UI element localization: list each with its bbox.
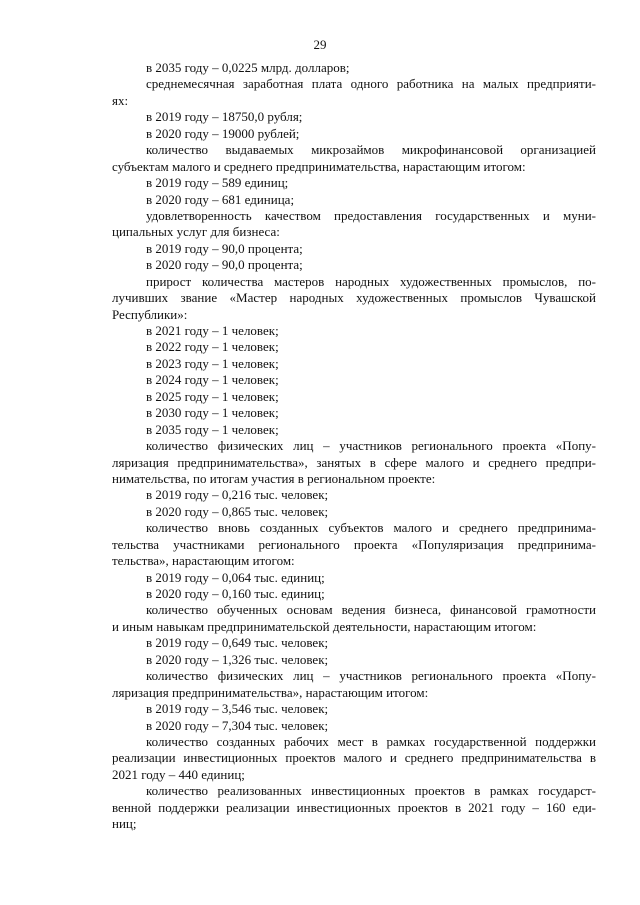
text-line: тельства участниками регионального проекта «Популяризация предпринима- xyxy=(112,536,596,552)
text-line: в 2020 году – 1,326 тыс. человек; xyxy=(146,651,329,667)
text-line: лучивших звание «Мастер народных художественных промыслов Чувашской xyxy=(112,290,596,306)
text-line: количество физических лиц – участников регионального проекта «Попу- xyxy=(146,438,596,454)
text-line: субъектам малого и среднего предпринимательства, нарастающим итогом: xyxy=(112,158,526,174)
text-line: количество созданных рабочих мест в рамках государственной поддержки xyxy=(146,733,596,749)
text-line: в 2020 году – 7,304 тыс. человек; xyxy=(146,717,329,733)
text-line: количество обученных основам ведения бизнеса, финансовой грамотности xyxy=(146,602,596,618)
text-line: в 2020 году – 90,0 процента; xyxy=(146,257,303,273)
text-line: тельства», нарастающим итогом: xyxy=(112,553,295,569)
body-text xyxy=(112,60,596,833)
text-line: в 2024 году – 1 человек; xyxy=(146,372,279,388)
text-line: в 2023 году – 1 человек; xyxy=(146,355,279,371)
text-line: количество выдаваемых микрозаймов микрофинансовой организацией xyxy=(146,142,596,158)
text-line: реализации инвестиционных проектов малого и среднего предпринимательства в xyxy=(112,750,596,766)
text-line: в 2020 году – 0,160 тыс. единиц; xyxy=(146,586,325,601)
text-line: в 2022 году – 1 человек; xyxy=(146,339,279,355)
text-line: удовлетворенность качеством предоставления государственных и муни- xyxy=(146,207,596,223)
text-line: количество физических лиц – участников регионального проекта «Попу- xyxy=(146,668,596,684)
text-line: ляризация предпринимательства», занятых в сфере малого и среднего предпри- xyxy=(112,454,596,470)
text-line: в 2019 году – 0,216 тыс. человек; xyxy=(146,487,329,503)
text-line: 2021 году – 440 единиц; xyxy=(112,766,245,782)
text-line: в 2019 году – 0,064 тыс. единиц; xyxy=(146,569,325,585)
text-line: и иным навыкам предпринимательской деятельности, нарастающим итогом: xyxy=(112,618,537,634)
text-line: в 2020 году – 681 единица; xyxy=(146,191,295,207)
text-line: ниц; xyxy=(112,816,137,832)
text-line: ципальных услуг для бизнеса: xyxy=(112,224,280,240)
text-line: ляризация предпринимательства», нарастающим итогом: xyxy=(112,684,429,700)
text-line: в 2020 году – 19000 рублей; xyxy=(146,125,300,141)
page-number: 29 xyxy=(313,37,327,52)
text-line: количество вновь созданных субъектов малого и среднего предпринима- xyxy=(146,520,596,536)
text-line: нимательства, по итогам участия в региональном проекте: xyxy=(112,470,436,486)
text-line: в 2019 году – 3,546 тыс. человек; xyxy=(146,701,329,717)
text-line: венной поддержки реализации инвестиционных проектов в 2021 году – 160 еди- xyxy=(112,799,596,815)
text-line: в 2019 году – 589 единиц; xyxy=(146,175,289,191)
text-line: Республики»: xyxy=(112,306,188,322)
text-line: ях: xyxy=(112,92,129,108)
text-line: среднемесячная заработная плата одного работника на малых предприяти- xyxy=(146,76,596,92)
text-line: в 2019 году – 90,0 процента; xyxy=(146,240,303,256)
text-line: количество реализованных инвестиционных проектов в рамках государст- xyxy=(146,783,596,799)
text-line: в 2035 году – 1 человек; xyxy=(146,421,279,437)
text-line: в 2019 году – 18750,0 рубля; xyxy=(146,109,303,125)
text-line: в 2030 году – 1 человек; xyxy=(146,405,279,421)
text-line: прирост количества мастеров народных художественных промыслов, по- xyxy=(146,273,596,289)
text-line: в 2025 году – 1 человек; xyxy=(146,388,279,404)
text-line: в 2019 году – 0,649 тыс. человек; xyxy=(146,635,329,651)
text-line: в 2020 году – 0,865 тыс. человек; xyxy=(146,503,329,519)
text-line: в 2021 году – 1 человек; xyxy=(146,323,279,338)
text-line: в 2035 году – 0,0225 млрд. долларов; xyxy=(146,60,350,75)
